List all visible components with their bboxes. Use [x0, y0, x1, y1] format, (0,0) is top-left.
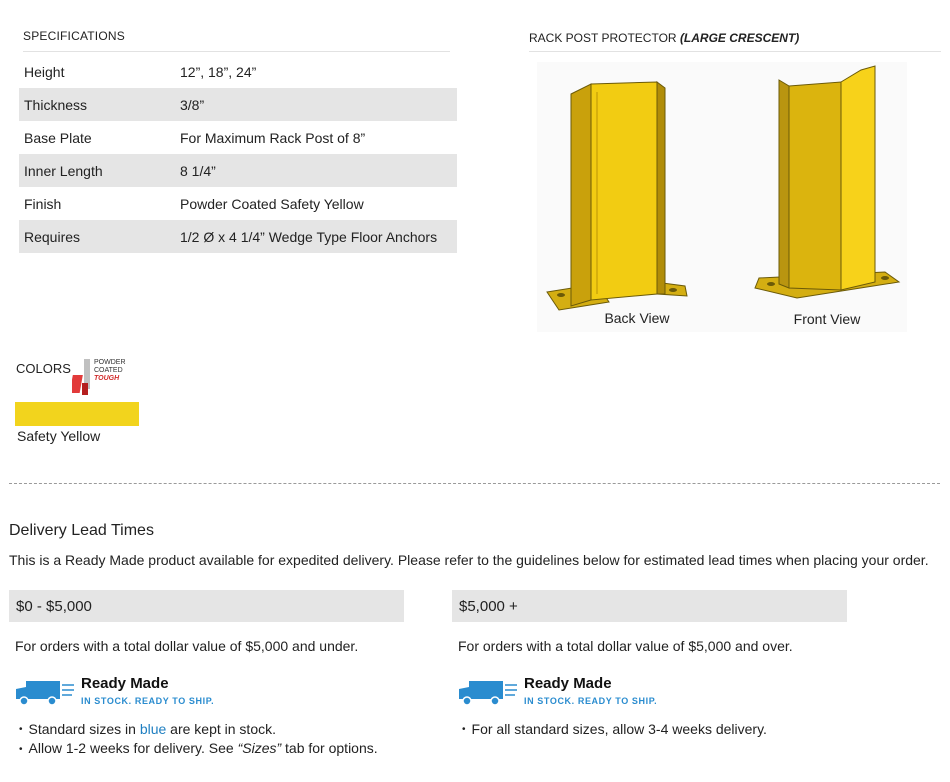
section-divider [9, 483, 940, 484]
bullet-text: Standard sizes in [28, 721, 140, 737]
bullet-dot-icon: • [19, 724, 23, 736]
tier-description: For orders with a total dollar value of $5,000 and over. [458, 638, 793, 654]
bullet-text-italic: “Sizes” [237, 740, 282, 757]
logo-line-coated: COATED [94, 367, 123, 374]
spec-value: Powder Coated Safety Yellow [180, 195, 364, 212]
spec-label: Finish [24, 195, 62, 212]
bullet-dot-icon: • [19, 743, 23, 755]
list-item [19, 739, 378, 758]
bullet-text: For all standard sizes, allow 3-4 weeks delivery. [471, 721, 767, 737]
bullet-text-blue: blue [139, 721, 167, 737]
ready-made-badge [14, 675, 274, 709]
back-view-image [537, 62, 737, 332]
spec-value: 12”, 18”, 24” [180, 63, 257, 80]
back-view-caption: Back View [604, 310, 670, 326]
spec-value: 3/8” [180, 96, 205, 113]
spec-label: Requires [24, 228, 81, 245]
product-heading-emphasis: (LARGE CRESCENT) [679, 31, 800, 45]
tier-bullets [19, 720, 378, 759]
list-item [462, 720, 767, 739]
back-view-illustration [537, 62, 737, 332]
ready-made-subtitle: IN STOCK. READY TO SHIP. [524, 696, 658, 706]
ready-made-title: Ready Made [81, 675, 169, 692]
bullet-text: Allow 1-2 weeks for delivery. See [28, 740, 238, 757]
product-heading-text: RACK POST PROTECTOR [529, 31, 677, 45]
list-item [19, 720, 378, 739]
truck-icon [14, 677, 76, 707]
logo-line-powder: POWDER [94, 359, 126, 366]
spec-row-height [19, 55, 457, 88]
spec-row-base-plate [19, 121, 457, 154]
spec-label: Thickness [24, 96, 88, 113]
powder-coated-tough-logo [72, 357, 136, 397]
colors-label: COLORS [16, 361, 71, 376]
ready-made-title: Ready Made [524, 675, 612, 692]
front-view-illustration [737, 62, 907, 332]
delivery-intro: This is a Ready Made product available for expedited delivery. Please refer to the guidelines below for estimated lead times when placing your order. [9, 552, 929, 568]
specifications-heading: SPECIFICATIONS [23, 29, 450, 52]
ready-made-badge [457, 675, 717, 709]
bullet-text: tab for options. [281, 740, 378, 757]
bullet-text: are kept in stock. [166, 721, 276, 737]
tier-range: $0 - $5,000 [16, 597, 92, 615]
spec-row-inner-length [19, 154, 457, 187]
spec-value: 1/2 Ø x 4 1/4” Wedge Type Floor Anchors [180, 228, 438, 245]
tier-bullets [462, 720, 767, 739]
product-heading [529, 31, 941, 52]
spec-label: Height [24, 63, 65, 80]
spec-label: Inner Length [24, 162, 103, 179]
tier-range: $5,000 + [459, 597, 518, 615]
spec-label: Base Plate [24, 129, 92, 146]
truck-icon [457, 677, 519, 707]
spec-row-finish [19, 187, 457, 220]
spec-value: For Maximum Rack Post of 8” [180, 129, 366, 146]
delivery-title: Delivery Lead Times [9, 522, 154, 539]
tier-description: For orders with a total dollar value of $5,000 and under. [15, 638, 359, 654]
tier-range-bar [9, 590, 404, 622]
spec-row-requires [19, 220, 457, 253]
specifications-table [19, 55, 457, 253]
front-view-caption: Front View [793, 311, 861, 327]
spec-row-thickness [19, 88, 457, 121]
ready-made-subtitle: IN STOCK. READY TO SHIP. [81, 696, 215, 706]
front-view-image [737, 62, 907, 332]
tier-range-bar [452, 590, 847, 622]
color-swatch-label: Safety Yellow [17, 428, 101, 444]
bullet-dot-icon: • [462, 724, 466, 736]
spec-value: 8 1/4” [180, 162, 216, 179]
logo-line-tough: TOUGH [94, 375, 120, 382]
color-swatch-safety-yellow[interactable] [15, 402, 139, 426]
